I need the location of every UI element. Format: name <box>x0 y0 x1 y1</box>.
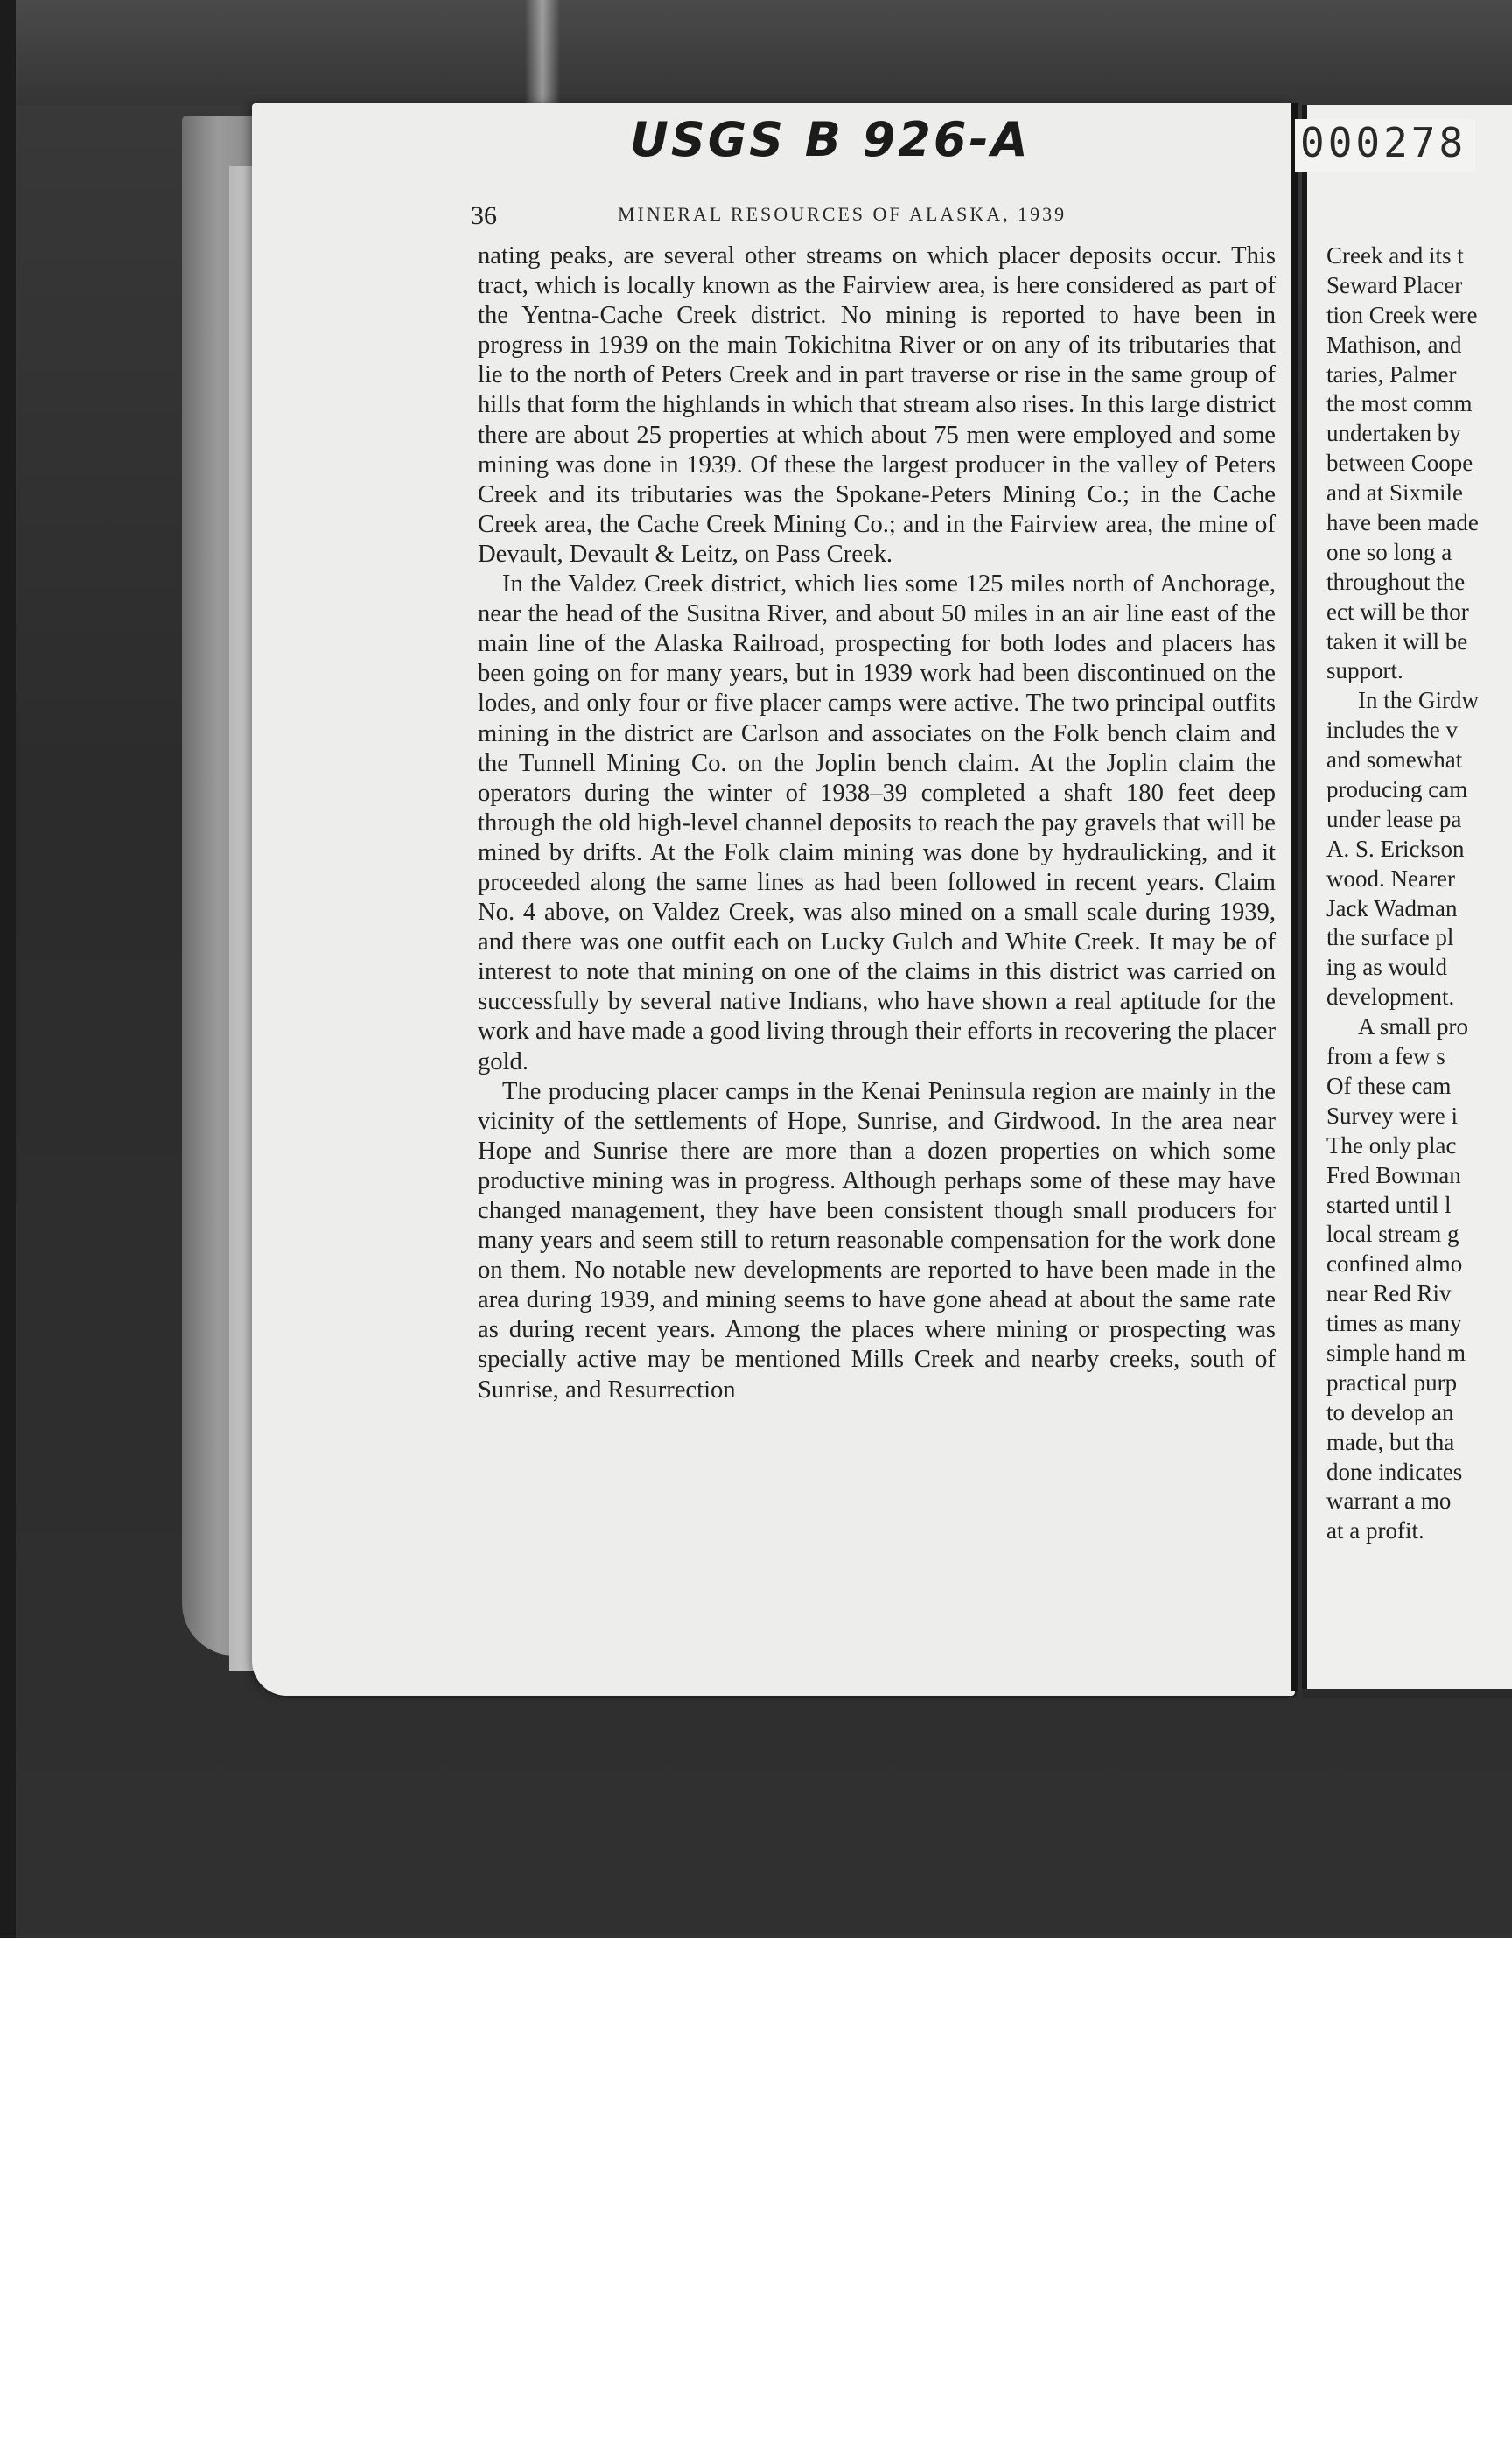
adjacent-page-line: practical purp <box>1326 1368 1458 1396</box>
adjacent-page-line: ect will be thor <box>1326 598 1469 625</box>
adjacent-page-line: includes the v <box>1326 717 1458 744</box>
adjacent-page-line: Of these cam <box>1326 1072 1452 1099</box>
adjacent-page-shadow <box>1302 1689 1512 1698</box>
adjacent-page-line: confined almo <box>1326 1250 1463 1278</box>
adjacent-page-line: Jack Wadman <box>1326 894 1458 921</box>
adjacent-page-line: development. <box>1326 984 1455 1011</box>
handwritten-catalog-label: USGS B 926-A <box>630 112 1031 167</box>
adjacent-page-line: near Red Riv <box>1326 1280 1452 1307</box>
adjacent-page-line: at a profit. <box>1326 1517 1424 1544</box>
adjacent-page-line: local stream g <box>1326 1221 1460 1248</box>
tape-mark <box>525 0 560 105</box>
paragraph: The producing placer camps in the Kenai Peninsula region are mainly in the vicinity of the settlements of Hope, Sunrise, and Girdwood. In the area near Hope and Sunrise there are more than a dozen properties on which some productive mining was in progress. Although perhaps some of these may have changed management, they have been consistent though small producers for many years and seem still to return reasonable compensation for the work done on them. No notable new developments are reported to have been made in the area during 1939, and mining seems to have gone ahead at about the same rate as during recent years. Among the places where mining or prospecting was specially active may be mentioned Mills Creek and nearby creeks, south of Sunrise, and Resurrection <box>478 1077 1276 1404</box>
adjacent-page-line: under lease pa <box>1326 805 1462 832</box>
adjacent-page-line: from a few s <box>1326 1043 1446 1070</box>
adjacent-page-line: taries, Palmer <box>1326 360 1457 388</box>
adjacent-page-line: tion Creek were <box>1326 301 1478 328</box>
adjacent-page-line: done indicates <box>1326 1458 1463 1485</box>
adjacent-page-line: times as many <box>1326 1310 1462 1337</box>
adjacent-page-line: started until l <box>1326 1191 1452 1218</box>
paragraph: In the Valdez Creek district, which lies some 125 miles north of Anchorage, near the head of the Susitna River, and about 50 miles in an air line east of the main line of the Alaska Railroad, prospecting for both lodes and placers has been going on for many years, but in 1939 work had been discontinued on the lodes, and only four or five placer camps were active. The two principal outfits mining in the district are Carlson and associates on the Folk bench claim and the Tunnell Mining Co. on the Joplin bench claim. At the Joplin claim the operators during the winter of 1938–39 completed a shaft 180 feet deep through the old high-level channel deposits to reach the pay gravels that will be mined by drifts. At the Folk claim mining was done by hydraulicking, and it proceeded along the same lines as had been followed in recent years. Claim No. 4 above, on Valdez Creek, was also mined on a small scale during 1939, and there was one outfit each on Lucky Gulch and White Creek. It may be of interest to note that mining on one of the claims in this district was carried on successfully by several native Indians, who have shown a real aptitude for the work and have made a good living through their efforts in recovering the placer gold. <box>478 570 1276 1075</box>
adjacent-page-line: A. S. Erickson <box>1326 835 1465 862</box>
running-head: MINERAL RESOURCES OF ALASKA, 1939 <box>618 203 1068 225</box>
scan-left-edge <box>0 0 16 1938</box>
adjacent-page-line: between Coope <box>1326 450 1474 477</box>
adjacent-page-line: the most comm <box>1326 390 1473 417</box>
adjacent-page-line: A small pro <box>1358 1013 1468 1040</box>
adjacent-page-line: support. <box>1326 657 1404 684</box>
scan-top-band <box>0 0 1512 105</box>
adjacent-page-line: made, but tha <box>1326 1428 1455 1455</box>
body-text <box>478 242 1276 1405</box>
page-edge-shadow <box>1292 103 1298 1691</box>
adjacent-page-line: Seward Placer <box>1326 271 1463 298</box>
adjacent-page-divider <box>1302 105 1307 1689</box>
adjacent-page-line: and at Sixmile <box>1326 480 1463 507</box>
adjacent-page-line: Survey were i <box>1326 1102 1458 1129</box>
adjacent-page-line: The only plac <box>1326 1131 1457 1158</box>
adjacent-page-line: Mathison, and <box>1326 331 1462 358</box>
adjacent-page-line: taken it will be <box>1326 627 1468 654</box>
adjacent-page-line: the surface pl <box>1326 924 1454 951</box>
adjacent-page-line: simple hand m <box>1326 1339 1466 1366</box>
adjacent-page-line: have been made <box>1326 509 1479 536</box>
adjacent-page-line: producing cam <box>1326 776 1468 803</box>
adjacent-page-line: and somewhat <box>1326 746 1463 774</box>
page-number: 36 <box>471 201 497 230</box>
adjacent-page-line: In the Girdw <box>1358 687 1479 714</box>
adjacent-page-line: one so long a <box>1326 538 1452 565</box>
paragraph: nating peaks, are several other streams on which placer deposits occur. This tract, which is locally known as the Fairview area, is here considered as part of the Yentna-Cache Creek district. No mining is reported to have been in progress in 1939 on the main Tokichitna River or on any of its tributaries that lie to the north of Peters Creek and in part traverse or rise in the same group of hills that form the highlands in which that stream also rises. In this large district there are about 25 properties at which about 75 men were employed and some mining was done in 1939. Of these the largest producer in the valley of Peters Creek and its tributaries was the Spokane-Peters Mining Co.; in the Cache Creek area, the Cache Creek Mining Co.; and in the Fairview area, the mine of Devault, Devault & Leitz, on Pass Creek. <box>478 242 1276 568</box>
adjacent-page-line: throughout the <box>1326 568 1466 595</box>
stamp-number: 000278 <box>1295 119 1475 172</box>
adjacent-page-text <box>1326 242 1512 1546</box>
adjacent-page-line: wood. Nearer <box>1326 864 1455 892</box>
adjacent-page-line: warrant a mo <box>1326 1488 1452 1515</box>
adjacent-page-line: ing as would <box>1326 954 1447 981</box>
adjacent-page-line: undertaken by <box>1326 420 1461 447</box>
adjacent-page-line: to develop an <box>1326 1398 1454 1425</box>
adjacent-page-line: Creek and its t <box>1326 242 1464 269</box>
adjacent-page-line: Fred Bowman <box>1326 1161 1461 1188</box>
